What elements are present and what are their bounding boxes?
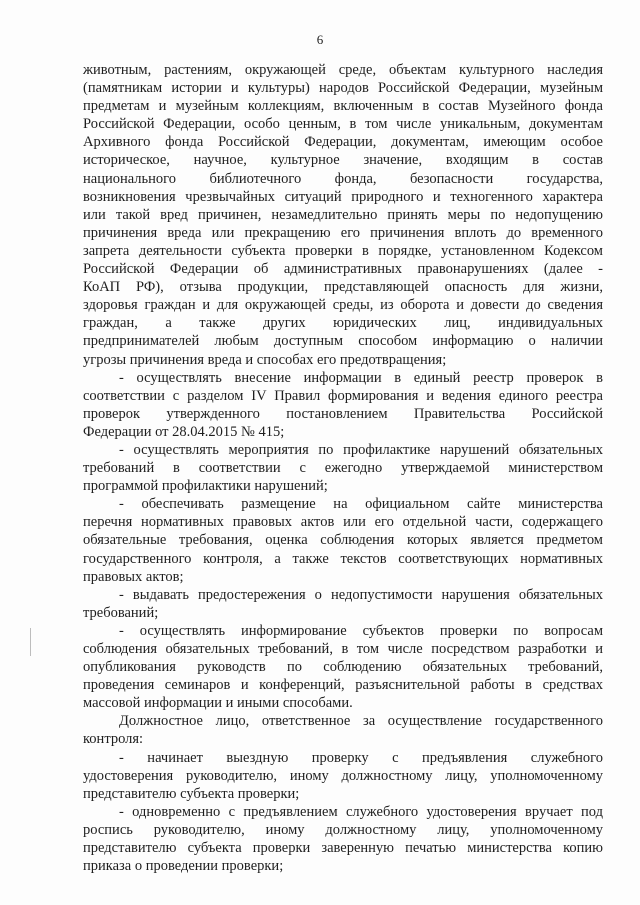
text-line: Архивного фонда Российской Федерации, документам, имеющим особое (83, 134, 603, 151)
paragraph (83, 622, 603, 712)
paragraph (83, 61, 603, 369)
paragraph (83, 749, 603, 803)
text-line: требований в соответствии с ежегодно утверждаемой министерством (83, 460, 603, 477)
text-line: здоровья граждан и для окружающей среды, из оборота и довести до сведения (83, 297, 603, 314)
text-line: историческое, научное, культурное значение, входящим в состав (83, 152, 603, 169)
paragraph (83, 712, 603, 748)
text-line: КоАП РФ), отзыва продукции, представляющей опасность для жизни, (83, 279, 603, 296)
paragraph (83, 495, 603, 585)
text-line: - осуществлять внесение информации в единый реестр проверок в (119, 369, 603, 386)
paragraph (83, 369, 603, 441)
paragraph (83, 803, 603, 875)
text-line: Российской Федерации, особо ценным, в том числе уникальным, документам (83, 116, 603, 133)
text-line: - осуществлять мероприятия по профилактике нарушений обязательных (119, 441, 603, 458)
text-line: - начинает выездную проверку с предъявления служебного (119, 749, 603, 766)
text-line: программой профилактики нарушений; (83, 478, 328, 495)
text-line: - одновременно с предъявлением служебного удостоверения вручает под (119, 803, 603, 820)
text-line: - обеспечивать размещение на официальном сайте министерства (119, 496, 603, 513)
text-line: роспись руководителю, иному должностному лицу, уполномоченному (83, 821, 603, 838)
text-line: перечня нормативных правовых актов или его отдельной части, содержащего (83, 514, 603, 531)
paragraph (83, 586, 603, 622)
text-line: проверок утвержденного постановлением Правительства Российской (83, 405, 603, 422)
text-line: приказа о проведении проверки; (83, 858, 284, 875)
text-line: животным, растениям, окружающей среде, объектам культурного наследия (83, 62, 603, 78)
text-line: - осуществлять информирование субъектов проверки по вопросам (119, 622, 603, 639)
text-line: граждан, а также других юридических лиц, индивидуальных (83, 315, 603, 332)
text-line: Федерации от 28.04.2015 № 415; (83, 423, 285, 440)
page-number: 6 (316, 32, 324, 47)
text-line: опубликования руководств по соблюдению обязательных требований, (83, 659, 603, 676)
text-line: причинения вреда или прекращению его причинения вплоть до временного (83, 224, 603, 241)
text-line: требований; (83, 604, 159, 621)
text-line: представителю субъекта проверки; (83, 785, 300, 802)
text-line: - выдавать предостережения о недопустимости нарушения обязательных (119, 586, 603, 603)
text-line: контроля: (83, 731, 144, 748)
text-line: угрозы причинения вреда и способах его предотвращения; (83, 351, 447, 368)
text-line: проведения семинаров и конференций, разъяснительной работы в средствах (83, 677, 603, 694)
text-line: возникновения чрезвычайных ситуаций природного и техногенного характера (83, 188, 603, 205)
scan-margin-mark (30, 628, 31, 656)
text-line: соответствии с разделом IV Правил формирования и ведения единого реестра (83, 387, 603, 404)
text-line: предметам и музейным коллекциям, включенным в состав Музейного фонда (83, 98, 603, 115)
text-line: удостоверения руководителю, иному должностному лицу, уполномоченному (83, 767, 603, 784)
paragraph (83, 441, 603, 495)
text-line: государственного контроля, а также текстов соответствующих нормативных (83, 550, 603, 567)
text-line: запрета деятельности субъекта проверки в порядке, установленном Кодексом (83, 242, 603, 259)
text-line: национального библиотечного фонда, безопасности государства, (83, 170, 603, 187)
text-line: обязательные требования, оценка соблюдения которых является предметом (83, 532, 603, 549)
text-line: Российской Федерации об административных правонарушениях (далее - (83, 261, 603, 278)
text-line: (памятникам истории и культуры) народов Российской Федерации, музейным (83, 80, 603, 97)
text-line: представителю субъекта проверки заверенную печатью министерства копию (83, 840, 603, 857)
text-line: соблюдения обязательных требований, в том числе посредством разработки и (83, 641, 603, 657)
text-line: или такой вред причинен, незамедлительно принять меры по недопущению (83, 206, 603, 223)
text-line: правовых актов; (83, 568, 184, 585)
document-body (83, 61, 603, 875)
text-line: массовой информации и иными способами. (83, 695, 353, 712)
text-line: предпринимателей любым доступным способом информацию о наличии (83, 333, 603, 350)
text-line: Должностное лицо, ответственное за осуществление государственного (119, 713, 603, 730)
